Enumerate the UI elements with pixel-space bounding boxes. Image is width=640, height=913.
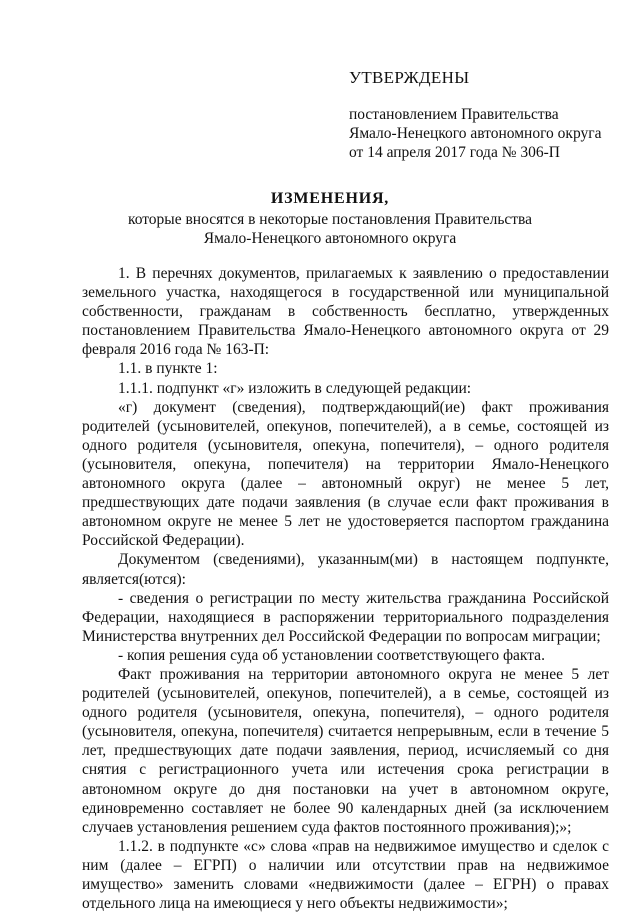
approval-heading: УТВЕРЖДЕНЫ <box>349 68 470 87</box>
document-body <box>82 264 609 913</box>
paragraph-9: 1.1.2. в подпункте «с» слова «прав на недвижимое имущество и сделок с ним (далее – ЕГРП) о наличии или отсутствии прав на недвижимое имущество» заменить словами «недвижимости (далее – ЕГРН) о правах отдельного лица на имеющиеся у него объекты недвижимости»; <box>82 837 609 913</box>
paragraph-1: 1. В перечнях документов, прилагаемых к заявлению о предоставлении земельного участка, находящегося в государственной или муниципальной собственности, гражданам в собственность бесплатно, утвержденных постановлением Правительства Ямало-Ненецкого автономного округа от 29 февраля 2016 года № 163-П: <box>82 265 609 359</box>
document-title <box>60 189 600 248</box>
paragraph-3: 1.1.1. подпункт «г» изложить в следующей редакции: <box>118 379 472 397</box>
title-main: ИЗМЕНЕНИЯ, <box>270 190 390 207</box>
approval-line-1: постановлением Правительства <box>349 106 559 123</box>
approval-line-2: Ямало-Ненецкого автономного округа <box>349 125 602 142</box>
paragraph-2: 1.1. в пункте 1: <box>118 360 218 378</box>
paragraph-4: «г) документ (сведения), подтверждающий(ие) факт проживания родителей (усыновителей, опекунов, попечителей), а в семье, состоящей из одного родителя (усыновителя, опекуна, попечителя), – одного родителя (усыновителя, опекуна, попечителя) на территории Ямало-Ненецкого автономного округа (далее – автономный округ) не менее 5 лет, предшествующих дате подачи заявления (в случае если факт проживания в автономном округе не менее 5 лет не удостоверяется паспортом гражданина Российской Федерации). <box>82 398 609 550</box>
approval-line-3: от 14 апреля 2017 года № 306-П <box>349 144 560 161</box>
paragraph-8: Факт проживания на территории автономного округа не менее 5 лет родителей (усыновителей, опекунов, попечителей), а в семье, состоящей из одного родителя (усыновителя, опекуна, попечителя), – одного родителя (усыновителя, опекуна, попечителя) считается непрерывным, если в течение 5 лет, предшествующих дате подачи заявления, период, исчисляемый со дня снятия с регистрационного учета или истечения срока регистрации в автономном округе до дня постановки на учет в автономном округе, единовременно составляет не более 90 календарных дней (за исключением случаев установления решением суда фактов постоянного проживания);»; <box>82 665 609 836</box>
title-line-2: Ямало-Ненецкого автономного округа <box>203 230 457 247</box>
approval-block <box>349 68 609 162</box>
paragraph-7: - копия решения суда об установлении соответствующего факта. <box>118 646 545 664</box>
paragraph-5: Документом (сведениями), указанным(ми) в настоящем подпункте, является(ются): <box>82 551 609 588</box>
paragraph-6: - сведения о регистрации по месту жительства гражданина Российской Федерации, находящиеся в распоряжении территориального подразделения Министерства внутренних дел Российской Федерации по вопросам миграции; <box>82 589 609 645</box>
title-line-1: которые вносятся в некоторые постановления Правительства <box>127 211 533 228</box>
